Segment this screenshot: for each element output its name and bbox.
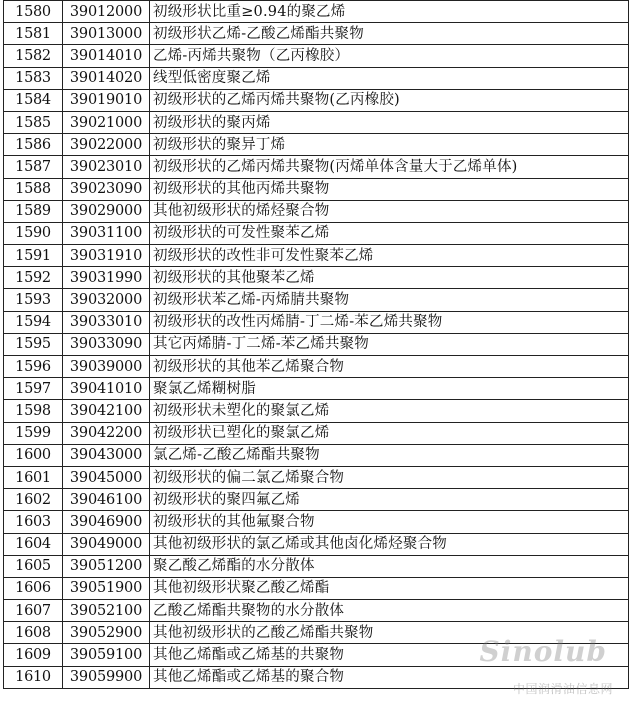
tariff-code: 39046900	[63, 511, 150, 533]
tariff-code: 39045000	[63, 466, 150, 488]
row-number: 1599	[4, 422, 63, 444]
product-description: 其他初级形状的烯烃聚合物	[150, 200, 629, 222]
product-description: 初级形状的其他氟聚合物	[150, 511, 629, 533]
product-description: 初级形状的其他聚苯乙烯	[150, 267, 629, 289]
product-description: 其他初级形状的氯乙烯或其他卤化烯烃聚合物	[150, 533, 629, 555]
row-number: 1609	[4, 644, 63, 666]
row-number: 1606	[4, 577, 63, 599]
table-row	[4, 356, 629, 378]
table-row	[4, 489, 629, 511]
table-row	[4, 600, 629, 622]
row-number: 1605	[4, 555, 63, 577]
table-row	[4, 577, 629, 599]
tariff-code: 39031990	[63, 267, 150, 289]
table-row	[4, 45, 629, 67]
row-number: 1586	[4, 134, 63, 156]
row-number: 1581	[4, 23, 63, 45]
tariff-code: 39042100	[63, 400, 150, 422]
tariff-code: 39023010	[63, 156, 150, 178]
row-number: 1591	[4, 245, 63, 267]
product-description: 其他初级形状的乙酸乙烯酯共聚物	[150, 622, 629, 644]
tariff-code: 39019010	[63, 89, 150, 111]
tariff-code: 39046100	[63, 489, 150, 511]
tariff-code: 39012000	[63, 1, 150, 23]
table-row	[4, 400, 629, 422]
row-number: 1588	[4, 178, 63, 200]
row-number: 1587	[4, 156, 63, 178]
tariff-code: 39031910	[63, 245, 150, 267]
watermark-logo: Sinolub	[479, 635, 607, 668]
watermark-text: 中国润滑油信息网	[512, 682, 613, 696]
tariff-code: 39013000	[63, 23, 150, 45]
table-row	[4, 1, 629, 23]
product-description: 初级形状的其他丙烯共聚物	[150, 178, 629, 200]
product-description: 乙烯-丙烯共聚物（乙丙橡胶）	[150, 45, 629, 67]
tariff-code: 39052900	[63, 622, 150, 644]
product-description: 初级形状的聚四氟乙烯	[150, 489, 629, 511]
row-number: 1593	[4, 289, 63, 311]
tariff-code: 39052100	[63, 600, 150, 622]
product-description: 初级形状的其他苯乙烯聚合物	[150, 356, 629, 378]
row-number: 1603	[4, 511, 63, 533]
tariff-code: 39051900	[63, 577, 150, 599]
product-description: 其他初级形状聚乙酸乙烯酯	[150, 577, 629, 599]
table-row	[4, 23, 629, 45]
table-row	[4, 267, 629, 289]
table-row	[4, 311, 629, 333]
row-number: 1608	[4, 622, 63, 644]
product-description: 初级形状的聚丙烯	[150, 111, 629, 133]
row-number: 1597	[4, 378, 63, 400]
table-row	[4, 89, 629, 111]
product-description: 初级形状的乙烯丙烯共聚物(乙丙橡胶)	[150, 89, 629, 111]
product-description: 其他乙烯酯或乙烯基的共聚物	[150, 644, 629, 666]
product-description: 线型低密度聚乙烯	[150, 67, 629, 89]
product-description: 聚氯乙烯糊树脂	[150, 378, 629, 400]
table-row	[4, 644, 629, 666]
row-number: 1600	[4, 444, 63, 466]
table-row	[4, 111, 629, 133]
table-row	[4, 178, 629, 200]
product-description: 初级形状的偏二氯乙烯聚合物	[150, 466, 629, 488]
tariff-code: 39032000	[63, 289, 150, 311]
table-row	[4, 222, 629, 244]
tariff-code: 39029000	[63, 200, 150, 222]
tariff-code: 39033010	[63, 311, 150, 333]
code-table-body	[4, 1, 629, 689]
product-description: 聚乙酸乙烯酯的水分散体	[150, 555, 629, 577]
row-number: 1601	[4, 466, 63, 488]
tariff-code: 39059100	[63, 644, 150, 666]
table-row	[4, 200, 629, 222]
product-description: 初级形状苯乙烯-丙烯腈共聚物	[150, 289, 629, 311]
table-row	[4, 422, 629, 444]
table-row	[4, 134, 629, 156]
row-number: 1595	[4, 333, 63, 355]
product-description: 乙酸乙烯酯共聚物的水分散体	[150, 600, 629, 622]
tariff-code: 39042200	[63, 422, 150, 444]
row-number: 1590	[4, 222, 63, 244]
table-row	[4, 555, 629, 577]
row-number: 1604	[4, 533, 63, 555]
row-number: 1585	[4, 111, 63, 133]
code-table	[3, 0, 629, 689]
table-row	[4, 622, 629, 644]
tariff-code: 39014010	[63, 45, 150, 67]
product-description: 初级形状的聚异丁烯	[150, 134, 629, 156]
tariff-code: 39022000	[63, 134, 150, 156]
product-description: 初级形状的改性非可发性聚苯乙烯	[150, 245, 629, 267]
tariff-code: 39041010	[63, 378, 150, 400]
row-number: 1582	[4, 45, 63, 67]
row-number: 1589	[4, 200, 63, 222]
tariff-code: 39031100	[63, 222, 150, 244]
product-description: 初级形状的可发性聚苯乙烯	[150, 222, 629, 244]
product-description: 其它丙烯腈-丁二烯-苯乙烯共聚物	[150, 333, 629, 355]
table-row	[4, 444, 629, 466]
tariff-code: 39051200	[63, 555, 150, 577]
table-row	[4, 333, 629, 355]
tariff-code: 39039000	[63, 356, 150, 378]
tariff-code: 39043000	[63, 444, 150, 466]
table-row	[4, 533, 629, 555]
tariff-code: 39014020	[63, 67, 150, 89]
tariff-code: 39023090	[63, 178, 150, 200]
table-row	[4, 289, 629, 311]
product-description: 初级形状乙烯-乙酸乙烯酯共聚物	[150, 23, 629, 45]
tariff-code: 39049000	[63, 533, 150, 555]
row-number: 1594	[4, 311, 63, 333]
table-row	[4, 511, 629, 533]
tariff-code: 39033090	[63, 333, 150, 355]
row-number: 1598	[4, 400, 63, 422]
product-description: 初级形状未塑化的聚氯乙烯	[150, 400, 629, 422]
table-row	[4, 378, 629, 400]
tariff-code: 39021000	[63, 111, 150, 133]
row-number: 1580	[4, 1, 63, 23]
product-description: 初级形状的乙烯丙烯共聚物(丙烯单体含量大于乙烯单体)	[150, 156, 629, 178]
table-row	[4, 466, 629, 488]
table-row	[4, 666, 629, 688]
row-number: 1610	[4, 666, 63, 688]
row-number: 1584	[4, 89, 63, 111]
table-row	[4, 67, 629, 89]
product-description: 其他乙烯酯或乙烯基的聚合物	[150, 666, 629, 688]
product-description: 初级形状已塑化的聚氯乙烯	[150, 422, 629, 444]
row-number: 1607	[4, 600, 63, 622]
row-number: 1592	[4, 267, 63, 289]
tariff-code: 39059900	[63, 666, 150, 688]
row-number: 1583	[4, 67, 63, 89]
table-row	[4, 156, 629, 178]
product-description: 初级形状比重≥0.94的聚乙烯	[150, 1, 629, 23]
row-number: 1596	[4, 356, 63, 378]
row-number: 1602	[4, 489, 63, 511]
product-description: 氯乙烯-乙酸乙烯酯共聚物	[150, 444, 629, 466]
product-description: 初级形状的改性丙烯腈-丁二烯-苯乙烯共聚物	[150, 311, 629, 333]
table-row	[4, 245, 629, 267]
